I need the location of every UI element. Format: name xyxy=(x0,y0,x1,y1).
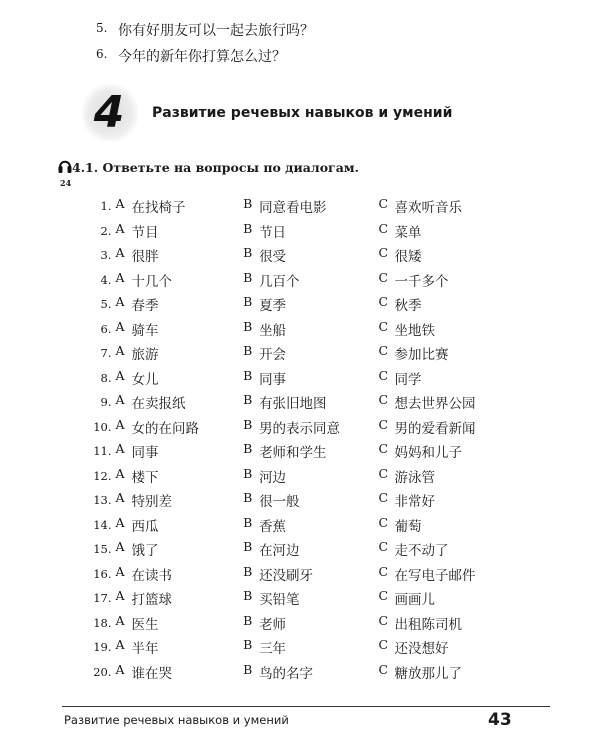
option-text: 同事 xyxy=(131,445,159,462)
option-text: 谁在哭 xyxy=(131,665,173,682)
option-letter: B xyxy=(243,514,253,530)
option-text: 同学 xyxy=(394,371,422,388)
option-letter: A xyxy=(115,294,125,310)
option-letter: C xyxy=(378,416,389,432)
question-text: 今年的新年你打算怎么过？ xyxy=(118,49,286,65)
option-b xyxy=(243,368,378,388)
option-c xyxy=(378,196,506,216)
option-row xyxy=(86,366,506,391)
option-text: 同意看电影 xyxy=(259,200,327,217)
option-letter: A xyxy=(115,441,125,457)
option-letter: C xyxy=(378,367,389,383)
option-letter: B xyxy=(243,220,253,236)
option-a xyxy=(116,637,244,657)
option-row xyxy=(86,390,506,415)
option-row xyxy=(86,562,506,587)
option-letter: A xyxy=(115,220,125,236)
option-text: 节日 xyxy=(259,224,287,241)
row-number: 5. xyxy=(100,297,112,312)
option-text: 老师和学生 xyxy=(259,445,327,462)
option-letter: A xyxy=(115,637,125,653)
option-row xyxy=(86,660,506,685)
option-b xyxy=(243,441,378,461)
option-letter: C xyxy=(378,514,389,530)
option-c xyxy=(378,564,506,584)
option-letter: B xyxy=(243,392,253,408)
option-row xyxy=(86,586,506,611)
row-number: 12. xyxy=(93,468,112,483)
row-number: 13. xyxy=(93,493,112,508)
option-a xyxy=(116,515,244,535)
option-letter: C xyxy=(378,490,389,506)
option-text: 医生 xyxy=(131,616,159,633)
option-a xyxy=(116,441,244,461)
option-letter: B xyxy=(243,367,253,383)
option-text: 饿了 xyxy=(131,543,159,560)
option-text: 很矮 xyxy=(394,249,422,266)
option-text: 秋季 xyxy=(394,298,422,315)
option-a xyxy=(116,392,244,412)
option-text: 坐地铁 xyxy=(394,322,435,339)
option-a xyxy=(116,343,244,363)
row-number: 1. xyxy=(100,199,112,214)
option-b xyxy=(243,637,378,657)
option-row xyxy=(86,268,506,293)
option-letter: C xyxy=(378,612,389,628)
option-row xyxy=(86,488,506,513)
option-a xyxy=(116,466,244,486)
option-text: 男的表示同意 xyxy=(259,420,341,437)
option-letter: C xyxy=(378,441,389,457)
option-letter: A xyxy=(115,612,125,628)
option-text: 坐船 xyxy=(259,322,287,339)
option-letter: B xyxy=(243,563,253,579)
option-b xyxy=(243,539,378,559)
option-row xyxy=(86,194,506,219)
question-number: 6. xyxy=(96,47,108,61)
option-letter: B xyxy=(243,637,253,653)
option-c xyxy=(378,319,506,339)
option-text: 参加比赛 xyxy=(394,347,449,364)
option-a xyxy=(116,221,244,241)
option-a xyxy=(116,319,244,339)
option-text: 三年 xyxy=(259,641,287,658)
option-row xyxy=(86,513,506,538)
option-letter: C xyxy=(378,661,389,677)
option-b xyxy=(243,392,378,412)
option-letter: A xyxy=(115,245,125,261)
option-letter: C xyxy=(378,588,389,604)
row-number: 11. xyxy=(93,444,112,459)
option-letter: C xyxy=(378,343,389,359)
option-b xyxy=(243,417,378,437)
option-text: 特别差 xyxy=(131,494,173,511)
option-letter: B xyxy=(243,612,253,628)
option-letter: C xyxy=(378,465,389,481)
row-number: 4. xyxy=(100,272,112,287)
row-number: 8. xyxy=(100,370,112,385)
option-b xyxy=(243,221,378,241)
option-letter: B xyxy=(243,539,253,555)
option-letter: B xyxy=(243,294,253,310)
option-text: 几百个 xyxy=(259,273,300,290)
option-letter: A xyxy=(115,318,125,334)
option-text: 一千多个 xyxy=(394,273,449,290)
option-text: 还没想好 xyxy=(394,641,449,658)
option-text: 想去世界公园 xyxy=(394,396,476,413)
option-letter: C xyxy=(378,196,389,212)
option-text: 糖放那儿了 xyxy=(394,665,462,682)
option-b xyxy=(243,245,378,265)
option-text: 喜欢听音乐 xyxy=(394,200,462,217)
option-row xyxy=(86,439,506,464)
option-row xyxy=(86,317,506,342)
option-c xyxy=(378,221,506,241)
page-number: 43 xyxy=(488,710,512,730)
question-item xyxy=(96,20,314,40)
option-text: 走不动了 xyxy=(394,543,449,560)
option-text: 在写电子邮件 xyxy=(394,567,476,584)
option-row xyxy=(86,537,506,562)
option-c xyxy=(378,245,506,265)
option-row xyxy=(86,292,506,317)
option-a xyxy=(116,662,244,682)
option-c xyxy=(378,417,506,437)
option-text: 同事 xyxy=(259,371,287,388)
option-text: 很受 xyxy=(259,249,287,266)
option-text: 香蕉 xyxy=(259,518,287,535)
option-text: 西瓜 xyxy=(131,518,159,535)
option-c xyxy=(378,466,506,486)
option-text: 在找椅子 xyxy=(131,200,186,217)
footer-title: Развитие речевых навыков и умений xyxy=(64,713,289,727)
question-number: 5. xyxy=(96,21,108,35)
option-text: 有张旧地图 xyxy=(259,396,327,413)
option-b xyxy=(243,490,378,510)
option-letter: A xyxy=(115,269,125,285)
row-number: 2. xyxy=(100,223,112,238)
option-a xyxy=(116,245,244,265)
option-letter: C xyxy=(378,539,389,555)
row-number: 10. xyxy=(93,419,112,434)
option-text: 在读书 xyxy=(131,567,173,584)
option-c xyxy=(378,637,506,657)
option-row xyxy=(86,243,506,268)
option-text: 楼下 xyxy=(131,469,159,486)
option-text: 很胖 xyxy=(131,249,159,266)
row-number: 20. xyxy=(93,664,112,679)
headphones-icon xyxy=(58,156,72,176)
option-c xyxy=(378,270,506,290)
option-text: 妈妈和儿子 xyxy=(394,445,462,462)
section-number: 4 xyxy=(93,87,125,138)
option-letter: A xyxy=(115,196,125,212)
option-letter: C xyxy=(378,245,389,261)
option-text: 骑车 xyxy=(131,322,159,339)
option-letter: A xyxy=(115,563,125,579)
option-letter: A xyxy=(115,661,125,677)
option-c xyxy=(378,392,506,412)
option-letter: B xyxy=(243,416,253,432)
row-number: 9. xyxy=(100,395,112,410)
option-letter: A xyxy=(115,367,125,383)
option-c xyxy=(378,490,506,510)
option-text: 在卖报纸 xyxy=(131,396,186,413)
option-letter: A xyxy=(115,416,125,432)
option-text: 半年 xyxy=(131,641,159,658)
audio-track-number: 24 xyxy=(60,178,72,188)
option-b xyxy=(243,515,378,535)
option-letter: C xyxy=(378,269,389,285)
option-text: 很一般 xyxy=(259,494,300,511)
option-text: 旅游 xyxy=(131,347,159,364)
option-letter: C xyxy=(378,220,389,236)
option-row xyxy=(86,415,506,440)
row-number: 14. xyxy=(93,517,112,532)
row-number: 18. xyxy=(93,615,112,630)
row-number: 19. xyxy=(93,640,112,655)
question-item xyxy=(96,46,286,66)
option-letter: C xyxy=(378,294,389,310)
option-text: 女的在问路 xyxy=(131,420,200,437)
option-text: 夏季 xyxy=(259,298,287,315)
option-text: 出租陈司机 xyxy=(394,616,462,633)
option-letter: A xyxy=(115,465,125,481)
option-letter: B xyxy=(243,318,253,334)
option-text: 鸟的名字 xyxy=(259,665,314,682)
option-text: 女儿 xyxy=(131,371,159,388)
option-text: 葡萄 xyxy=(394,518,422,535)
option-text: 非常好 xyxy=(394,494,435,511)
option-a xyxy=(116,294,244,314)
option-c xyxy=(378,539,506,559)
option-text: 画画儿 xyxy=(394,592,435,609)
option-letter: A xyxy=(115,514,125,530)
option-letter: B xyxy=(243,661,253,677)
option-b xyxy=(243,294,378,314)
option-a xyxy=(116,490,244,510)
option-letter: C xyxy=(378,318,389,334)
option-row xyxy=(86,464,506,489)
option-a xyxy=(116,368,244,388)
footer-divider xyxy=(62,706,550,707)
option-a xyxy=(116,613,244,633)
option-letter: B xyxy=(243,245,253,261)
option-letter: B xyxy=(243,490,253,506)
option-text: 节目 xyxy=(131,224,159,241)
option-text: 河边 xyxy=(259,469,287,486)
row-number: 7. xyxy=(100,346,112,361)
option-text: 菜单 xyxy=(394,224,422,241)
option-b xyxy=(243,613,378,633)
option-b xyxy=(243,196,378,216)
option-letter: B xyxy=(243,441,253,457)
option-c xyxy=(378,588,506,608)
option-text: 还没刷牙 xyxy=(259,567,314,584)
option-text: 在河边 xyxy=(259,543,300,560)
answer-options-list xyxy=(86,194,506,684)
option-c xyxy=(378,343,506,363)
option-letter: A xyxy=(115,343,125,359)
option-text: 十几个 xyxy=(131,273,173,290)
option-b xyxy=(243,343,378,363)
option-text: 春季 xyxy=(131,298,159,315)
option-text: 打篮球 xyxy=(131,592,173,609)
option-a xyxy=(116,588,244,608)
option-text: 开会 xyxy=(259,347,287,364)
option-letter: A xyxy=(115,539,125,555)
option-a xyxy=(116,417,244,437)
option-c xyxy=(378,613,506,633)
option-a xyxy=(116,539,244,559)
option-letter: A xyxy=(115,588,125,604)
row-number: 6. xyxy=(100,321,112,336)
row-number: 16. xyxy=(93,566,112,581)
option-text: 老师 xyxy=(259,616,287,633)
option-text: 买铅笔 xyxy=(259,592,300,609)
option-letter: C xyxy=(378,563,389,579)
option-letter: B xyxy=(243,343,253,359)
option-letter: B xyxy=(243,588,253,604)
option-a xyxy=(116,196,244,216)
option-a xyxy=(116,270,244,290)
option-letter: A xyxy=(115,392,125,408)
option-letter: B xyxy=(243,269,253,285)
option-b xyxy=(243,588,378,608)
option-row xyxy=(86,341,506,366)
option-row xyxy=(86,219,506,244)
option-text: 游泳管 xyxy=(394,469,435,486)
option-b xyxy=(243,319,378,339)
option-b xyxy=(243,466,378,486)
row-number: 17. xyxy=(93,591,112,606)
option-text: 男的爱看新闻 xyxy=(394,420,476,437)
option-c xyxy=(378,294,506,314)
exercise-heading: 4.1. Ответьте на вопросы по диалогам. xyxy=(72,160,360,175)
option-c xyxy=(378,441,506,461)
option-c xyxy=(378,368,506,388)
option-letter: C xyxy=(378,392,389,408)
option-b xyxy=(243,564,378,584)
option-row xyxy=(86,611,506,636)
option-a xyxy=(116,564,244,584)
option-c xyxy=(378,662,506,682)
option-b xyxy=(243,662,378,682)
option-letter: A xyxy=(115,490,125,506)
option-letter: C xyxy=(378,637,389,653)
option-c xyxy=(378,515,506,535)
row-number: 15. xyxy=(93,542,112,557)
section-title: Развитие речевых навыков и умений xyxy=(152,105,453,121)
question-text: 你有好朋友可以一起去旅行吗？ xyxy=(118,23,314,39)
row-number: 3. xyxy=(100,248,112,263)
option-row xyxy=(86,635,506,660)
option-b xyxy=(243,270,378,290)
option-letter: B xyxy=(243,196,253,212)
option-letter: B xyxy=(243,465,253,481)
